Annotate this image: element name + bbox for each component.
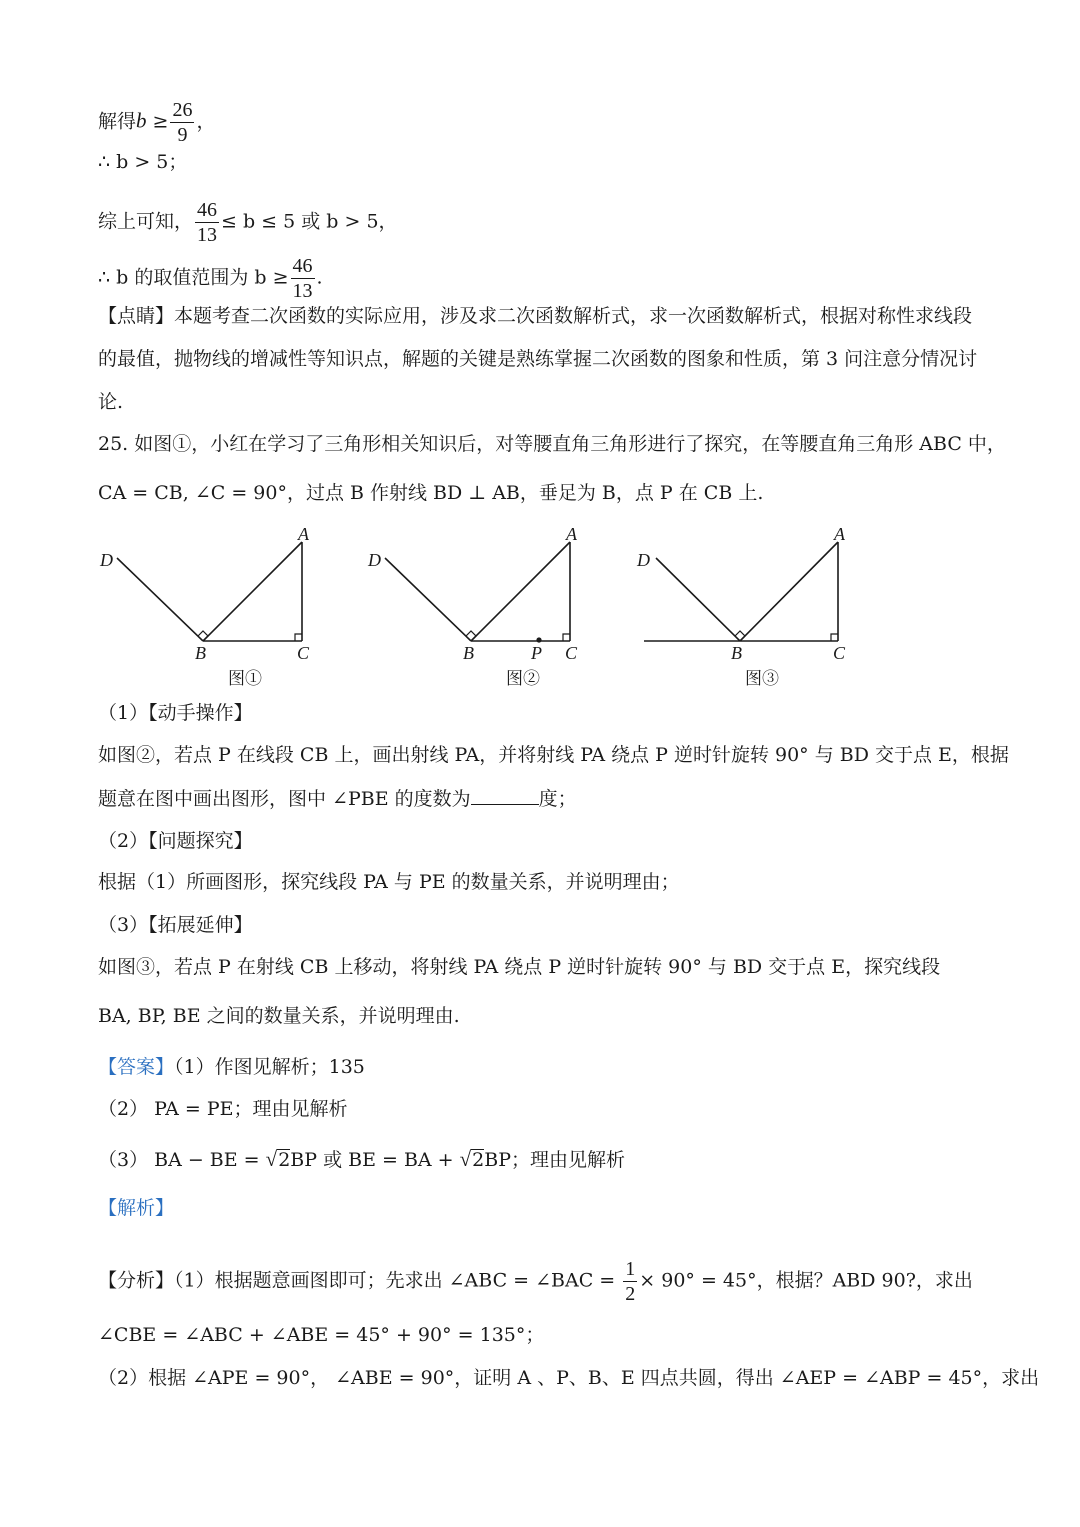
question-25-line-1: 25. 如图①，小红在学习了三角形相关知识后，对等腰直角三角形进行了探究，在等腰直角三角形 ABC 中， bbox=[98, 433, 1006, 455]
label-c: C bbox=[833, 643, 846, 660]
derivation-line-1: 解得b ≥ $\frac{26}{9}$ ， bbox=[98, 99, 216, 146]
label-c: C bbox=[565, 643, 578, 660]
figure-2 bbox=[363, 520, 593, 660]
label-b: B bbox=[463, 643, 474, 660]
denominator: 9 bbox=[177, 124, 188, 146]
text: ≤ b ≤ 5 或 b > 5， bbox=[221, 210, 398, 233]
fraction bbox=[170, 98, 194, 147]
label-b: B bbox=[195, 643, 206, 660]
numerator: 1 bbox=[625, 1258, 636, 1280]
denominator: 2 bbox=[625, 1283, 636, 1305]
part-3-line-1: 如图③，若点 P 在射线 CB 上移动，将射线 PA 绕点 P 逆时针旋转 90° 与 BD 交于点 E，探究线段 bbox=[98, 956, 941, 978]
text: 综上可知， bbox=[98, 210, 194, 233]
label-d: D bbox=[100, 550, 113, 570]
denominator: 13 bbox=[197, 224, 218, 246]
dianjing-line-1: 【点睛】本题考查二次函数的实际应用，涉及求二次函数解析式，求一次函数解析式，根据对称性求线段 bbox=[98, 305, 973, 327]
analysis-line-2: ∠CBE = ∠ABC + ∠ABE = 45° + 90° = 135°； bbox=[98, 1324, 545, 1346]
analysis-line-1 bbox=[98, 1257, 973, 1306]
text: . bbox=[316, 266, 323, 289]
point-p bbox=[536, 637, 541, 642]
part-1-line-1: 如图②，若点 P 在线段 CB 上，画出射线 PA，并将射线 PA 绕点 P 逆时针旋转 90° 与 BD 交于点 E，根据 bbox=[98, 744, 1009, 766]
dianjing-line-3: 论. bbox=[98, 391, 124, 413]
answer-line-2: （2） PA = PE；理由见解析 bbox=[98, 1098, 348, 1120]
answer-line-1 bbox=[98, 1055, 365, 1079]
derivation-line-3 bbox=[98, 198, 398, 247]
figure-3 bbox=[634, 520, 864, 660]
part-3-line-2: BA, BP, BE 之间的数量关系，并说明理由. bbox=[98, 1005, 460, 1027]
sqrt-radicand: 2 bbox=[472, 1149, 485, 1171]
answer-line-3: （3） BA − BE = √2BP 或 BE = BA + √2BP；理由见解析 bbox=[98, 1147, 625, 1171]
fraction bbox=[291, 254, 315, 303]
text: × 90° = 45°，根据？ABD 90?，求出 bbox=[639, 1269, 973, 1292]
label-a: A bbox=[834, 524, 845, 544]
derivation-line-2: ∴ b > 5； bbox=[98, 151, 188, 173]
text: ， bbox=[196, 110, 216, 133]
figure-3-caption: 图③ bbox=[745, 669, 779, 689]
jiexi-tag: 【解析】 bbox=[98, 1197, 175, 1219]
label-d: D bbox=[368, 550, 381, 570]
sqrt-radicand: 2 bbox=[278, 1149, 291, 1171]
label-d: D bbox=[637, 550, 650, 570]
part-1-line-2 bbox=[98, 786, 577, 811]
dianjing-line-2: 的最值，抛物线的增减性等知识点，解题的关键是熟练掌握二次函数的图象和性质，第 3 问注意分情况讨 bbox=[98, 348, 978, 370]
part-1-title: （1）【动手操作】 bbox=[98, 702, 253, 724]
derivation-line-4 bbox=[98, 254, 323, 303]
answer-blank bbox=[471, 786, 539, 805]
fraction bbox=[195, 198, 219, 247]
part-2-title: （2）【问题探究】 bbox=[98, 830, 253, 852]
text: ∴ b 的取值范围为 b ≥ bbox=[98, 266, 289, 289]
answer-tag: 【答案】 bbox=[98, 1056, 175, 1078]
text: BP 或 BE = BA + bbox=[290, 1149, 460, 1171]
numerator: 26 bbox=[172, 99, 193, 121]
analysis-line-3: （2）根据 ∠APE = 90°， ∠ABE = 90°，证明 A 、P、B、E 四点共圆，得出 ∠AEP = ∠ABP = 45°，求出 bbox=[98, 1367, 1040, 1389]
numerator: 46 bbox=[197, 199, 218, 221]
text: 度； bbox=[538, 788, 577, 810]
label-p: P bbox=[531, 643, 542, 660]
figure-1 bbox=[95, 520, 325, 660]
text: 题意在图中画出图形，图中 ∠PBE 的度数为 bbox=[98, 788, 471, 810]
part-3-title: （3）【拓展延伸】 bbox=[98, 914, 253, 936]
question-25-line-2: CA = CB, ∠C = 90°，过点 B 作射线 BD ⊥ AB，垂足为 B，点 P 在 CB 上. bbox=[98, 482, 764, 504]
label-c: C bbox=[297, 643, 310, 660]
label-a: A bbox=[298, 524, 309, 544]
text: 【分析】（1）根据题意画图即可；先求出 ∠ABC = ∠BAC = bbox=[98, 1269, 622, 1292]
part-2-line-1: 根据（1）所画图形，探究线段 PA 与 PE 的数量关系，并说明理由； bbox=[98, 871, 680, 893]
figure-1-caption: 图① bbox=[228, 669, 262, 689]
text: 解得 bbox=[98, 110, 137, 133]
fraction bbox=[623, 1257, 637, 1306]
label-a: A bbox=[566, 524, 577, 544]
numerator: 46 bbox=[292, 255, 313, 277]
figure-2-caption: 图② bbox=[506, 669, 540, 689]
label-b: B bbox=[731, 643, 742, 660]
denominator: 13 bbox=[292, 280, 313, 302]
text: （1）作图见解析；135 bbox=[174, 1056, 365, 1078]
text: （3） BA − BE = bbox=[98, 1149, 266, 1171]
text: BP；理由见解析 bbox=[484, 1149, 625, 1171]
